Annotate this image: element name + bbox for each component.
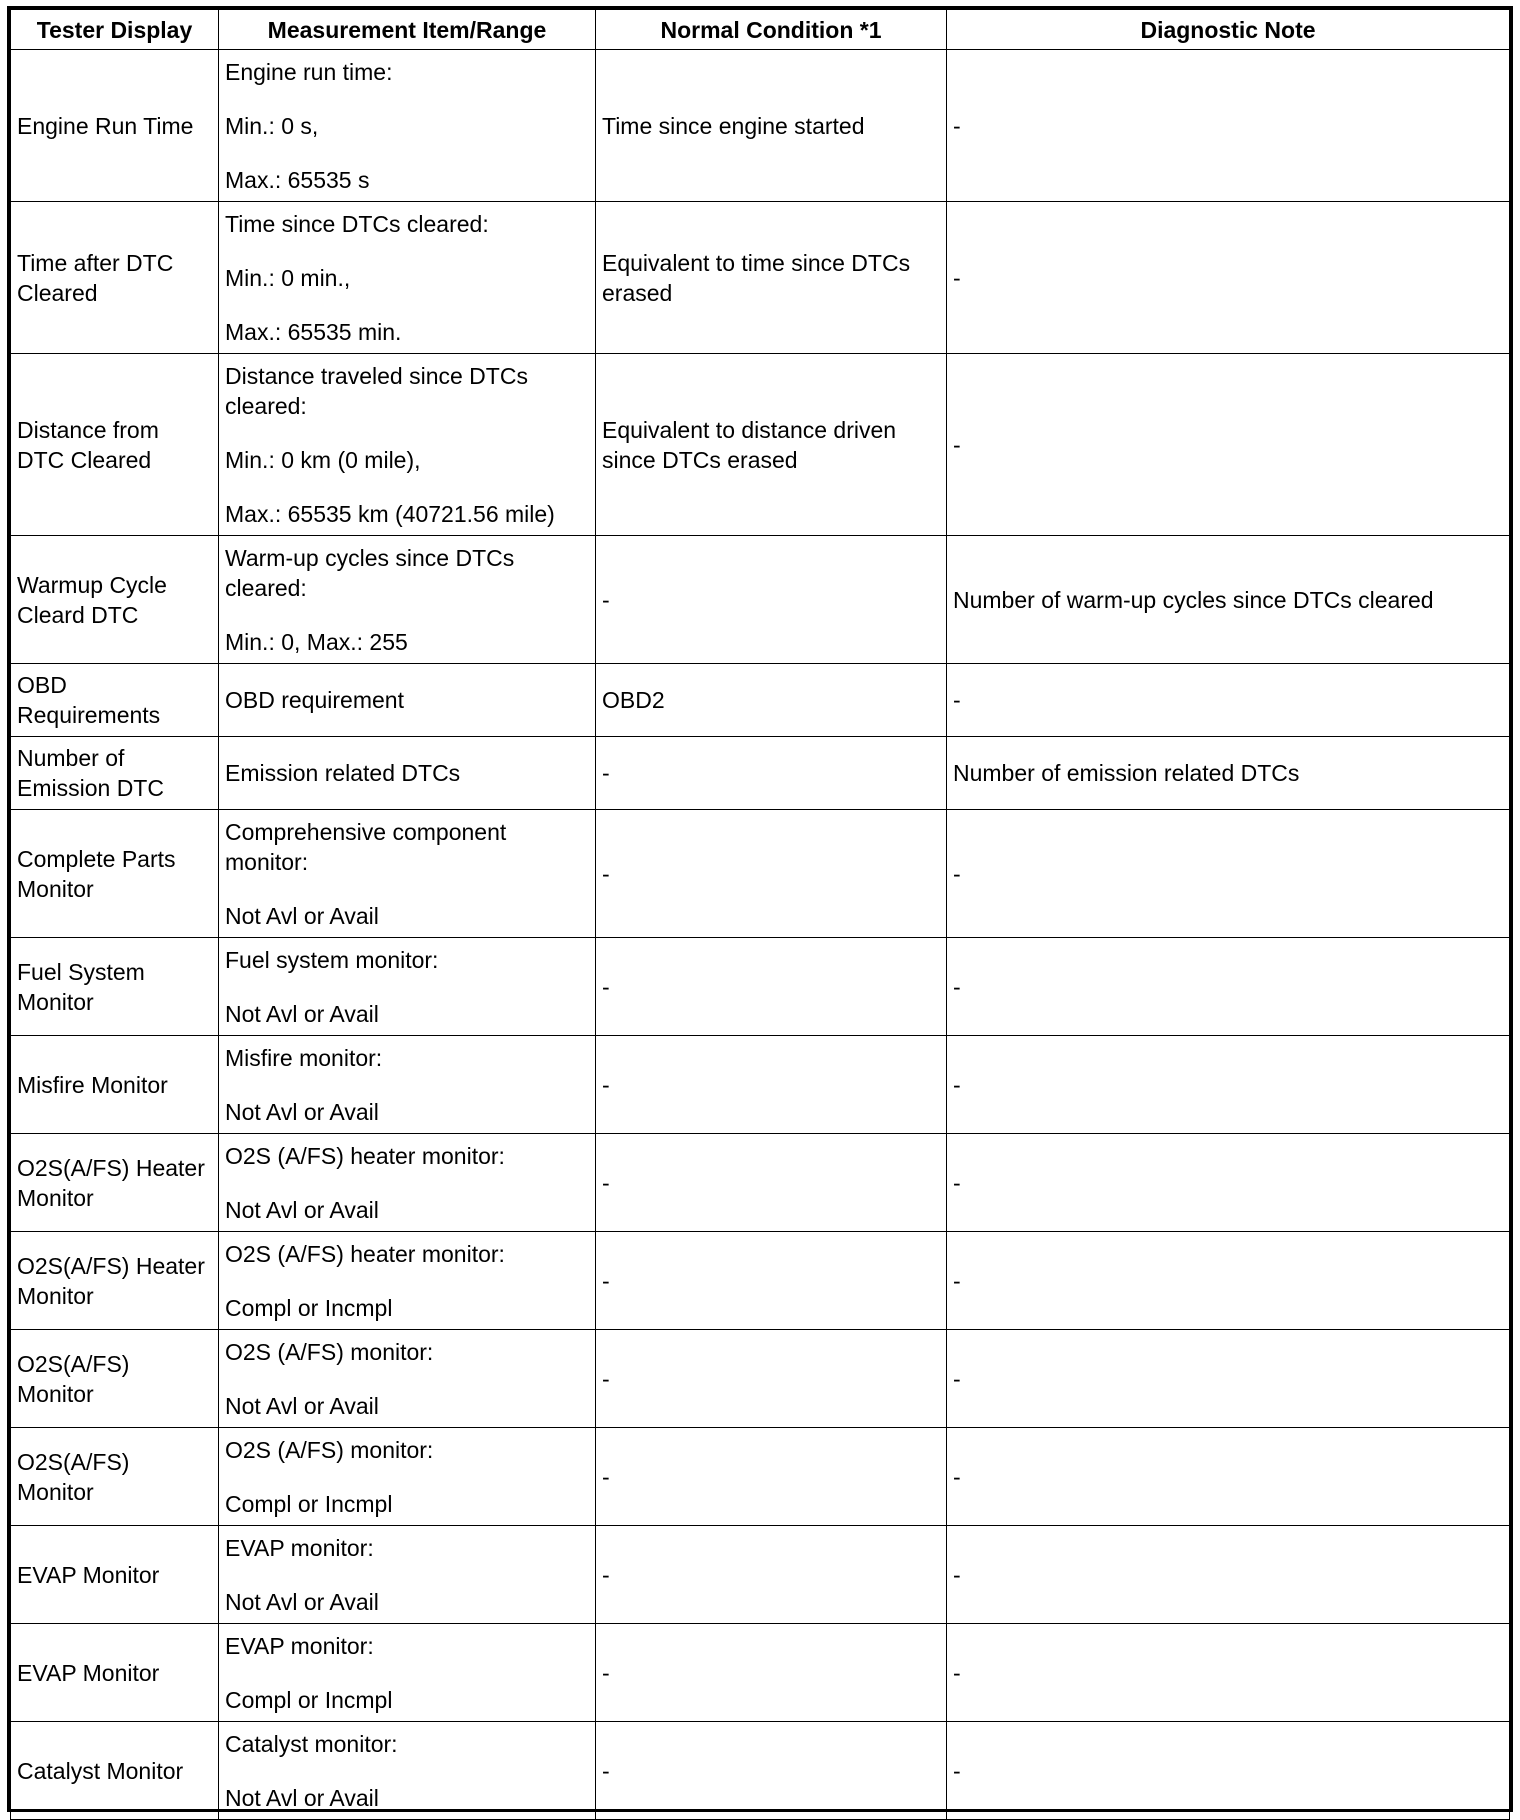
normal-condition-cell: - <box>596 1722 947 1820</box>
diagnostic-note-cell: - <box>947 1036 1510 1134</box>
table-row <box>11 354 1510 536</box>
measurement-range-min: Min.: 0 s, <box>225 112 319 139</box>
diagnostic-note-cell: - <box>947 1624 1510 1722</box>
diagnostic-note-cell: - <box>947 1134 1510 1232</box>
measurement-item: Misfire monitor: <box>225 1044 383 1071</box>
measurement-range: Not Avl or Avail <box>225 1098 379 1125</box>
measurement-item: O2S (A/FS) monitor: <box>225 1436 434 1463</box>
table-row <box>11 536 1510 664</box>
measurement-range: Not Avl or Avail <box>225 1588 379 1615</box>
measurement-item: Distance traveled since DTCs cleared: <box>225 362 528 419</box>
measurement-cell <box>219 536 596 664</box>
measurement-range-max: Max.: 65535 s <box>225 166 370 193</box>
table-row <box>11 50 1510 202</box>
measurement-item: Time since DTCs cleared: <box>225 210 489 237</box>
measurement-cell <box>219 202 596 354</box>
tester-display-cell: OBD Requirements <box>11 664 219 737</box>
measurement-range: Not Avl or Avail <box>225 1000 379 1027</box>
normal-condition-cell: - <box>596 938 947 1036</box>
measurement-cell <box>219 810 596 938</box>
diagnostic-note-cell: - <box>947 1232 1510 1330</box>
table-row <box>11 938 1510 1036</box>
tester-display-cell: Number of Emission DTC <box>11 737 219 810</box>
table-row <box>11 810 1510 938</box>
measurement-cell: OBD requirement <box>219 664 596 737</box>
diagnostic-note-cell: - <box>947 810 1510 938</box>
table-row <box>11 1428 1510 1526</box>
measurement-item: O2S (A/FS) heater monitor: <box>225 1142 505 1169</box>
table-row <box>11 1722 1510 1820</box>
measurement-cell <box>219 1330 596 1428</box>
normal-condition-cell: - <box>596 1134 947 1232</box>
table-row <box>11 1526 1510 1624</box>
measurement-cell: Emission related DTCs <box>219 737 596 810</box>
measurement-item: Catalyst monitor: <box>225 1730 398 1757</box>
normal-condition-cell: Equivalent to time since DTCs erased <box>596 202 947 354</box>
tester-display-cell: O2S(A/FS) Monitor <box>11 1330 219 1428</box>
measurement-cell <box>219 1036 596 1134</box>
diagnostic-note-cell: - <box>947 1428 1510 1526</box>
table-row <box>11 737 1510 810</box>
measurement-range: Compl or Incmpl <box>225 1294 393 1321</box>
normal-condition-cell: - <box>596 810 947 938</box>
measurement-cell <box>219 1232 596 1330</box>
header-diagnostic-note: Diagnostic Note <box>947 10 1510 50</box>
measurement-cell <box>219 938 596 1036</box>
tester-display-cell: Distance from DTC Cleared <box>11 354 219 536</box>
diagnostic-note-cell: - <box>947 202 1510 354</box>
normal-condition-cell: - <box>596 737 947 810</box>
tester-display-cell: Complete Parts Monitor <box>11 810 219 938</box>
measurement-item: EVAP monitor: <box>225 1534 374 1561</box>
diagnostic-note-cell: Number of emission related DTCs <box>947 737 1510 810</box>
measurement-item: Warm-up cycles since DTCs cleared: <box>225 544 515 601</box>
diagnostic-note-cell: - <box>947 938 1510 1036</box>
diagnostic-note-cell: - <box>947 664 1510 737</box>
table-row <box>11 1134 1510 1232</box>
header-measurement-item: Measurement Item/Range <box>219 10 596 50</box>
header-tester-display: Tester Display <box>11 10 219 50</box>
measurement-range: Min.: 0, Max.: 255 <box>225 628 408 655</box>
tester-display-cell: Warmup Cycle Cleard DTC <box>11 536 219 664</box>
table-row <box>11 1036 1510 1134</box>
tester-display-cell: Fuel System Monitor <box>11 938 219 1036</box>
measurement-range-max: Max.: 65535 min. <box>225 318 402 345</box>
tester-display-cell: Time after DTC Cleared <box>11 202 219 354</box>
measurement-cell <box>219 50 596 202</box>
measurement-cell <box>219 354 596 536</box>
tester-display-cell: Catalyst Monitor <box>11 1722 219 1820</box>
measurement-range: Not Avl or Avail <box>225 902 379 929</box>
diagnostic-note-cell: - <box>947 354 1510 536</box>
table-row <box>11 1232 1510 1330</box>
normal-condition-cell: OBD2 <box>596 664 947 737</box>
measurement-range: Compl or Incmpl <box>225 1490 393 1517</box>
measurement-item: O2S (A/FS) heater monitor: <box>225 1240 505 1267</box>
tester-display-cell: Misfire Monitor <box>11 1036 219 1134</box>
diagnostic-note-cell: - <box>947 50 1510 202</box>
normal-condition-cell: - <box>596 1330 947 1428</box>
normal-condition-cell: - <box>596 1036 947 1134</box>
measurement-item: O2S (A/FS) monitor: <box>225 1338 434 1365</box>
normal-condition-cell: - <box>596 1624 947 1722</box>
normal-condition-cell: Equivalent to distance driven since DTCs erased <box>596 354 947 536</box>
normal-condition-cell: - <box>596 1428 947 1526</box>
diagnostic-note-cell: Number of warm-up cycles since DTCs cleared <box>947 536 1510 664</box>
measurement-cell <box>219 1134 596 1232</box>
table-row <box>11 1624 1510 1722</box>
measurement-range: Not Avl or Avail <box>225 1392 379 1419</box>
measurement-item: Engine run time: <box>225 58 393 85</box>
measurement-cell <box>219 1428 596 1526</box>
measurement-item: Fuel system monitor: <box>225 946 439 973</box>
normal-condition-cell: - <box>596 536 947 664</box>
tester-display-cell: EVAP Monitor <box>11 1624 219 1722</box>
tester-display-cell: Engine Run Time <box>11 50 219 202</box>
normal-condition-cell: Time since engine started <box>596 50 947 202</box>
measurement-item: Comprehensive component monitor: <box>225 818 507 875</box>
normal-condition-cell: - <box>596 1232 947 1330</box>
measurement-range-min: Min.: 0 km (0 mile), <box>225 446 421 473</box>
measurement-cell <box>219 1722 596 1820</box>
tester-display-cell: O2S(A/FS) Monitor <box>11 1428 219 1526</box>
measurement-cell <box>219 1526 596 1624</box>
measurement-range: Compl or Incmpl <box>225 1686 393 1713</box>
data-list-sheet <box>7 6 1513 1812</box>
measurement-cell <box>219 1624 596 1722</box>
tester-display-cell: O2S(A/FS) Heater Monitor <box>11 1232 219 1330</box>
table-header-row <box>11 10 1510 50</box>
table-row <box>11 664 1510 737</box>
measurement-item: EVAP monitor: <box>225 1632 374 1659</box>
normal-condition-cell: - <box>596 1526 947 1624</box>
measurement-range: Not Avl or Avail <box>225 1784 379 1811</box>
table-row <box>11 1330 1510 1428</box>
diagnostic-note-cell: - <box>947 1330 1510 1428</box>
data-list-table <box>10 9 1510 1820</box>
diagnostic-note-cell: - <box>947 1722 1510 1820</box>
header-normal-condition: Normal Condition *1 <box>596 10 947 50</box>
measurement-range-max: Max.: 65535 km (40721.56 mile) <box>225 500 555 527</box>
table-row <box>11 202 1510 354</box>
tester-display-cell: O2S(A/FS) Heater Monitor <box>11 1134 219 1232</box>
measurement-range: Not Avl or Avail <box>225 1196 379 1223</box>
measurement-range-min: Min.: 0 min., <box>225 264 351 291</box>
diagnostic-note-cell: - <box>947 1526 1510 1624</box>
tester-display-cell: EVAP Monitor <box>11 1526 219 1624</box>
